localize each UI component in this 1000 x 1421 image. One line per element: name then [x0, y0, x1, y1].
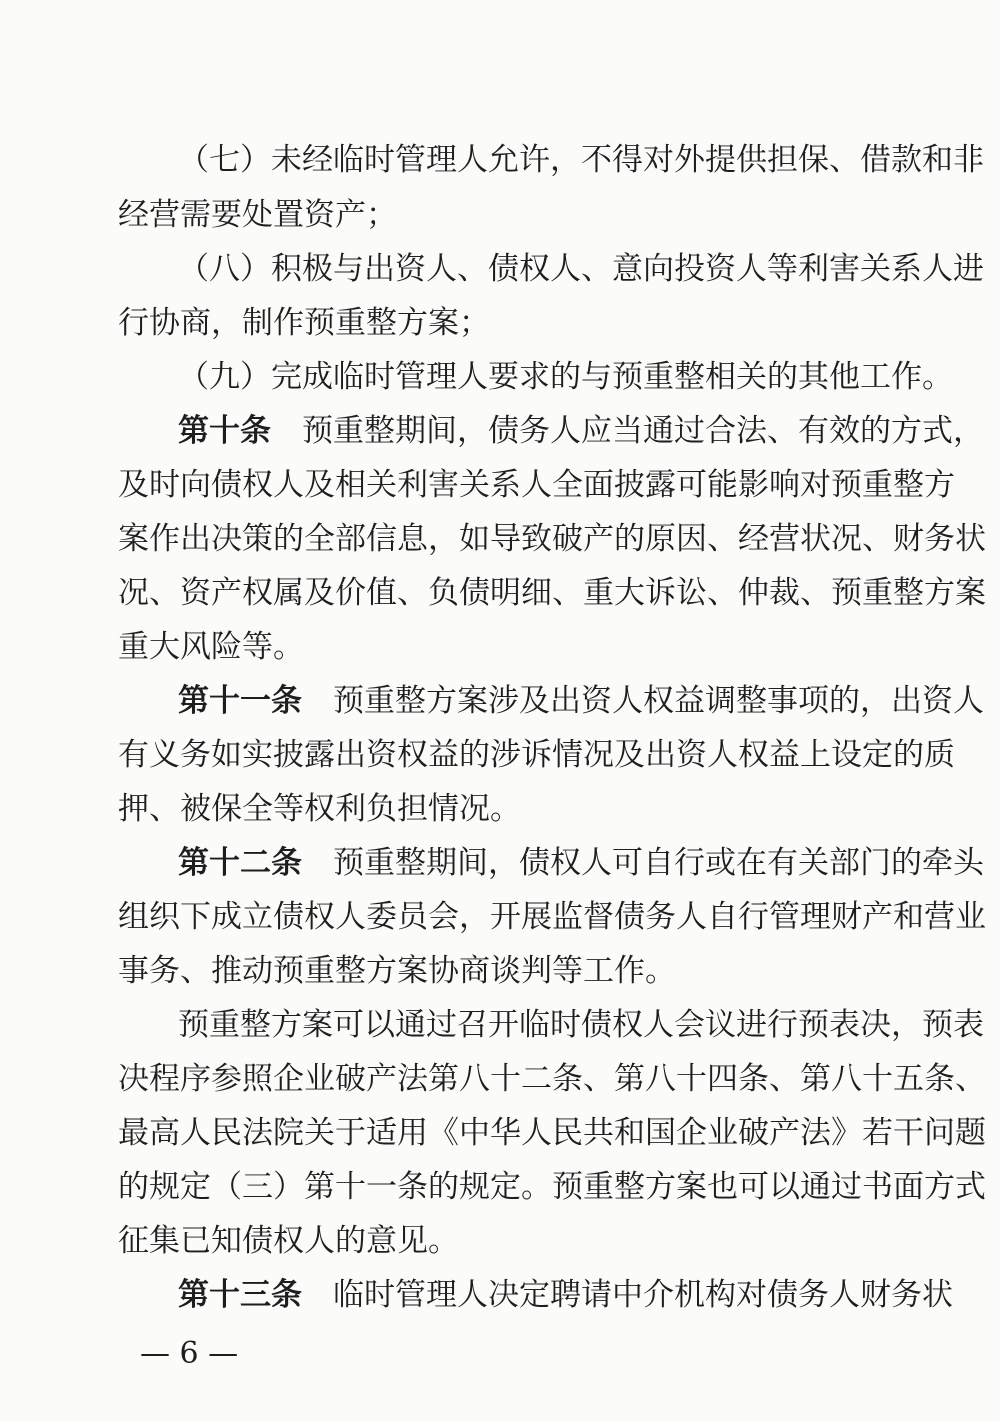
paragraph-line: （九）完成临时管理人要求的与预重整相关的其他工作。	[178, 359, 953, 395]
article-13-line: 第十三条 临时管理人决定聘请中介机构对债务人财务状	[178, 1277, 953, 1313]
paragraph-line: 重大风险等。	[118, 629, 304, 665]
paragraph-line: 经营需要处置资产；	[118, 197, 397, 233]
paragraph-line: （八）积极与出资人、债权人、意向投资人等利害关系人进	[178, 251, 984, 287]
paragraph-line: 有义务如实披露出资权益的涉诉情况及出资人权益上设定的质	[118, 737, 955, 773]
paragraph-line: （七）未经临时管理人允许，不得对外提供担保、借款和非	[178, 142, 984, 178]
article-10-line: 第十条 预重整期间，债务人应当通过合法、有效的方式，	[178, 413, 984, 449]
paragraph-line: 征集已知债权人的意见。	[118, 1223, 459, 1259]
article-heading: 第十条	[178, 413, 271, 449]
page-number: — 6 —	[140, 1336, 239, 1371]
paragraph-line: 事务、推动预重整方案协商谈判等工作。	[118, 953, 676, 989]
paragraph-line: 案作出决策的全部信息，如导致破产的原因、经营状况、财务状	[118, 521, 986, 557]
paragraph-line: 的规定（三）第十一条的规定。预重整方案也可以通过书面方式	[118, 1169, 986, 1205]
paragraph-line: 预重整方案可以通过召开临时债权人会议进行预表决，预表	[178, 1007, 984, 1043]
article-heading: 第十一条	[178, 683, 302, 719]
paragraph-line: 况、资产权属及价值、负债明细、重大诉讼、仲裁、预重整方案	[118, 575, 986, 611]
paragraph-line: 行协商，制作预重整方案；	[118, 305, 490, 341]
paragraph-line: 最高人民法院关于适用《中华人民共和国企业破产法》若干问题	[118, 1115, 986, 1151]
paragraph-line: 押、被保全等权利负担情况。	[118, 791, 521, 827]
article-heading: 第十二条	[178, 845, 302, 881]
article-12-line: 第十二条 预重整期间，债权人可自行或在有关部门的牵头	[178, 845, 984, 881]
paragraph-line: 组织下成立债权人委员会，开展监督债务人自行管理财产和营业	[118, 899, 986, 935]
paragraph-line: 决程序参照企业破产法第八十二条、第八十四条、第八十五条、	[118, 1061, 986, 1097]
article-11-line: 第十一条 预重整方案涉及出资人权益调整事项的，出资人	[178, 683, 984, 719]
article-heading: 第十三条	[178, 1277, 302, 1313]
paragraph-line: 及时向债权人及相关利害关系人全面披露可能影响对预重整方	[118, 467, 955, 503]
